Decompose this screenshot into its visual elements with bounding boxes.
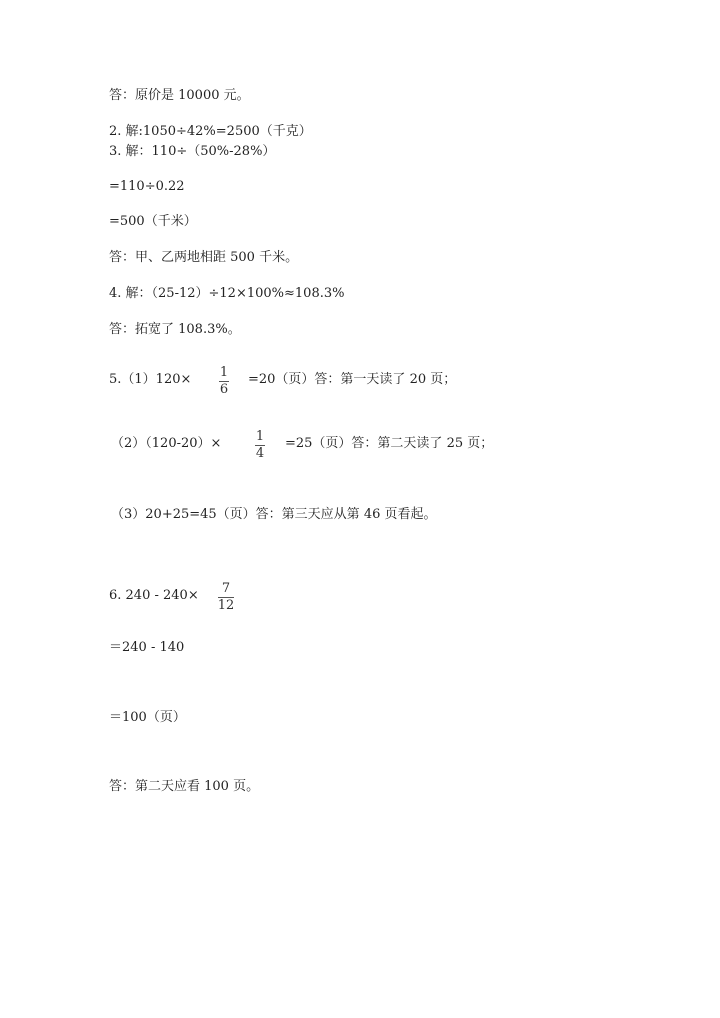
problem-6-step-1: ＝240 - 140	[109, 640, 185, 655]
fraction-denominator: 4	[255, 446, 265, 461]
problem-5-part-1-expression: 5.（1）120×	[109, 372, 192, 387]
fraction-one-fourth	[253, 430, 267, 461]
fraction-denominator: 6	[219, 382, 229, 397]
fraction-denominator: 12	[217, 598, 235, 613]
problem-3-answer: 答：甲、乙两地相距 500 千米。	[109, 250, 299, 265]
problem-4-solution: 4. 解：（25-12）÷12×100%≈108.3%	[109, 286, 345, 301]
problem-2-solution: 2. 解:1050÷42%=2500（千克）	[109, 124, 312, 139]
fraction-one-sixth	[217, 366, 231, 397]
answer-original-price: 答：原价是 10000 元。	[109, 88, 250, 103]
fraction-numerator: 1	[219, 365, 229, 380]
fraction-numerator: 1	[255, 429, 265, 444]
problem-5-part-2-answer: =25（页）答：第二天读了 25 页；	[285, 436, 494, 451]
fraction-numerator: 7	[221, 581, 231, 596]
problem-3-step-2: =500（千米）	[109, 214, 197, 229]
problem-6-answer: 答：第二天应看 100 页。	[109, 779, 260, 794]
problem-5-part-1-answer: =20（页）答：第一天读了 20 页；	[248, 372, 457, 387]
fraction-seven-twelfths	[216, 582, 236, 613]
problem-5-part-2-expression: （2）（120-20）×	[111, 436, 222, 451]
problem-4-answer: 答：拓宽了 108.3%。	[109, 322, 241, 337]
problem-6-step-2: ＝100（页）	[109, 710, 186, 725]
problem-6-expression: 6. 240 - 240×	[109, 588, 199, 603]
problem-5-part-3: （3）20+25=45（页）答：第三天应从第 46 页看起。	[111, 507, 437, 522]
problem-3-solution: 3. 解：110÷（50%-28%）	[109, 144, 276, 159]
problem-3-step-1: =110÷0.22	[109, 179, 185, 194]
